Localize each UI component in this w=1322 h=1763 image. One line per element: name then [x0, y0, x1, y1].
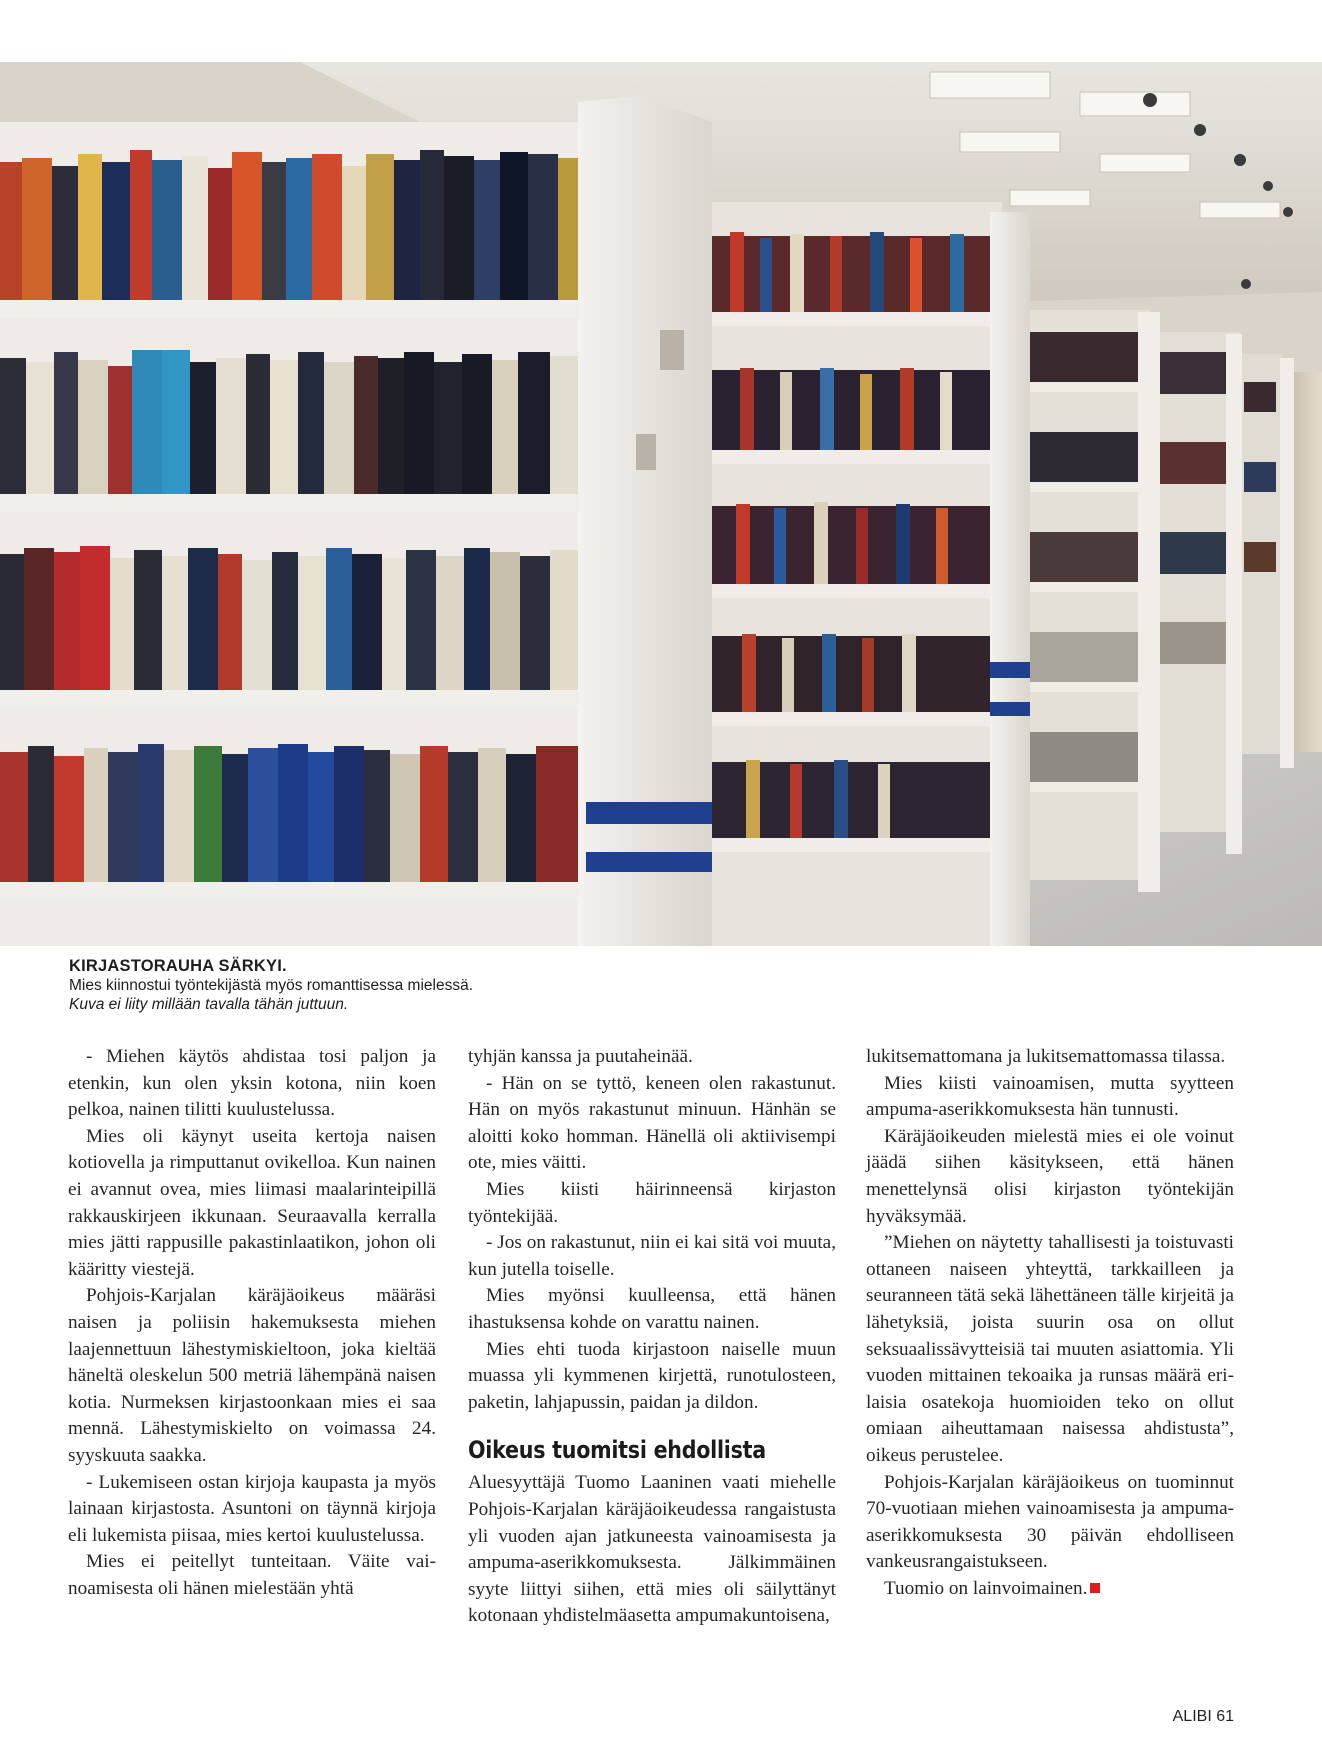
paragraph: - Miehen käytös ahdistaa tosi paljon ja etenkin, kun olen yksin kotona, niin koen pelkoa, nainen tilitti kuulustelussa. — [68, 1046, 436, 1121]
paragraph: Mies ei peitellyt tunteitaan. Väite vainoamisesta oli hänen mielestään yhtä — [68, 1551, 436, 1599]
paragraph: Aluesyyttäjä Tuomo Laaninen vaati miehelle Pohjois-Karjalan käräjäoikeudessa rangaistusta yli vuoden ajan jatkuneesta vainoamisesta ja ampuma-aserikkomuksesta. Jälkimmäinen syyte liittyi siihen, että mies oli säilyttänyt kotonaan yhdistelmäasetta ampumakuntoisena, — [468, 1472, 836, 1627]
paragraph: - Jos on rakastunut, niin ei kai sitä voi muuta, kun jutella toiselle. — [468, 1232, 836, 1280]
photo-caption — [69, 956, 769, 1014]
paragraph: ”Miehen on näytetty tahallisesti ja toistuvasti ottaneen naiseen yhteyttä, tarkkailleen ja seuranneen tätä sekä lähettäneen tälle kirjeitä ja lähetyksiä, joista suurin osa on ollut seksuaalissävytteisiä tai muuten asiattomia. Yli vuoden mittainen tekoaika ja runsas määrä erilaisia osatekoja huomioiden teko on ollut omiaan aiheuttamaan naisessa ahdistusta”, oikeus perustelee. — [866, 1232, 1234, 1466]
page-number: ALIBI 61 — [1172, 1708, 1234, 1725]
paragraph: tyhjän kanssa ja puutaheinää. — [468, 1046, 693, 1067]
end-mark-square-icon — [1090, 1583, 1100, 1593]
paragraph: - Hän on se tyttö, keneen olen rakastunut. Hän on myös rakastunut minuun. Hänhän se aloitti koko homman. Hänellä oli aktiivisempi ote, mies väitti. — [468, 1072, 836, 1174]
paragraph: Pohjois-Karjalan käräjäoikeus on tuominnut 70-vuotiaan miehen vainoamisesta ja ampuma-aserikkomuksesta 30 päivän ehdolliseen vankeusrangaistukseen. — [866, 1471, 1234, 1573]
subheading: Oikeus tuomitsi ehdollista — [468, 1436, 766, 1465]
caption-title: KIRJASTORAUHA SÄRKYI. — [69, 957, 287, 975]
article-column-3 — [866, 1044, 1234, 1602]
caption-note: Kuva ei liity millään tavalla tähän juttuun. — [69, 996, 349, 1013]
paragraph: Mies kiisti vainoamisen, mutta syytteen ampuma-aserikkomuksesta hän tunnusti. — [866, 1072, 1234, 1121]
library-photo — [0, 62, 1322, 946]
caption-subtitle: Mies kiinnostui työntekijästä myös romanttisessa mielessä. — [69, 977, 474, 994]
paragraph: Mies kiisti häirinneensä kirjaston työntekijää. — [468, 1178, 836, 1227]
closing-paragraph — [866, 1576, 1234, 1603]
article-column-2 — [468, 1044, 836, 1630]
article-column-1 — [68, 1044, 436, 1602]
paragraph: lukitsemattomana ja lukitsemattomassa tilassa. — [866, 1046, 1226, 1067]
paragraph: Käräjäoikeuden mielestä mies ei ole voinut jäädä siihen käsitykseen, että hänen menettelynsä olisi kirjaston työntekijän hyväksymää. — [866, 1125, 1234, 1227]
paragraph: Mies oli käynyt useita kertoja naisen kotiovella ja rimputtanut ovikelloa. Kun nainen ei avannut ovea, mies liimasi maalarinteipillä rakkauskirjeen ikkunaan. Seuraavalla kerralla mies jätti rappusille pakastinlaatikon, johon oli kääritty viestejä. — [68, 1125, 436, 1280]
paragraph: Mies myönsi kuulleensa, että hänen ihastuksensa kohde on varattu nainen. — [468, 1285, 836, 1333]
paragraph: Mies ehti tuoda kirjastoon naiselle muun muassa yli kymmenen kirjettä, runotulosteen, paketin, lahjapussin, paidan ja dildon. — [468, 1338, 836, 1413]
paragraph: - Lukemiseen ostan kirjoja kaupasta ja myös lainaan kirjastosta. Asuntoni on täynnä kirjoja eli lukemista piisaa, mies kertoi kuulustelussa. — [68, 1471, 436, 1546]
closing-text: Tuomio on lainvoimainen. — [884, 1577, 1088, 1599]
paragraph: Pohjois-Karjalan käräjäoikeus määräsi naisen ja poliisin hakemuksesta miehen laajennettuun lähestymiskieltoon, joka kieltää häneltä oleskelun 500 metriä lähempänä naisen kotia. Nurmeksen kirjastoonkaan mies ei saa mennä. Lähestymiskielto on voimassa 24. syyskuuta saakka. — [68, 1285, 436, 1466]
